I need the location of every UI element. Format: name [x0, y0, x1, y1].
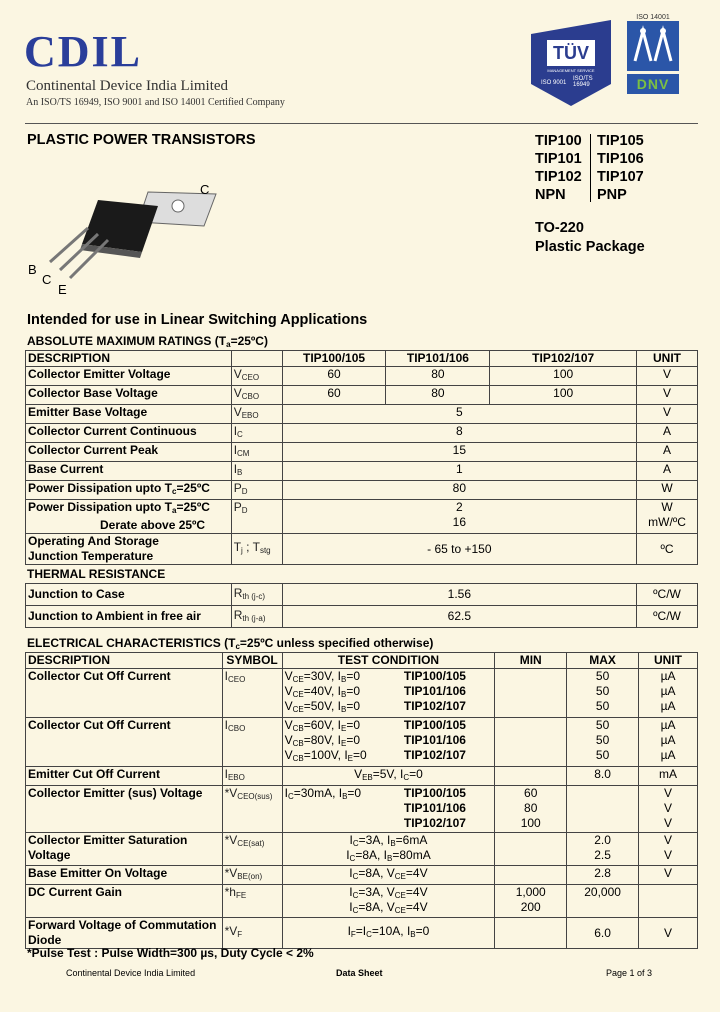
table-row: Collector Cut Off Current $I_{CBO}$ $V_{CB}=60V$, $I_E=0$ $V_{CB}=80V$, $I_E=0$ $V_{CB}=100V$, $I_E=0$ TIP100/105 TIP101/106 TIP102/107 50 50 50 µA µA µA — [26, 718, 698, 767]
elec-table — [25, 652, 698, 949]
table-row: Forward Voltage of Commutation Diode $*V_F$ $I_F=I_C=10A$, $I_B=0$ 6.0 V — [26, 918, 698, 949]
table-row: Collector Base Voltage $V_{CBO}$ 60 80 100 V — [26, 386, 698, 405]
tuv-badge: TÜV MANAGEMENT SERVICE ISO 9001 ISO/TS 16949 — [525, 14, 617, 106]
table-row: Power Dissipation upto $T_a=25ºC$ Derate above 25ºC $P_D$ 2 16 W mW/ºC — [26, 500, 698, 534]
table-row: Junction to Case $R_{th (j-c)}$ 1.56 ºC/W — [26, 584, 698, 606]
table-row: Collector Current Peak $I_{CM}$ 15 A — [26, 443, 698, 462]
company-tagline: An ISO/TS 16949, ISO 9001 and ISO 14001 Certified Company — [26, 97, 285, 108]
thermal-title: THERMAL RESISTANCE — [27, 567, 166, 581]
abs-title: ABSOLUTE MAXIMUM RATINGS $(T_a=25ºC)$ — [27, 334, 268, 349]
npn-parts: TIP100 TIP101 TIP102 NPN — [535, 133, 582, 203]
abs-ratings-table — [25, 350, 698, 565]
table-row: DESCRIPTION SYMBOL TEST CONDITION MIN MAX UNIT — [26, 653, 698, 669]
company-name: Continental Device India Limited — [26, 78, 229, 94]
footer-page: Page 1 of 3 — [606, 968, 653, 978]
thermal-table — [25, 583, 698, 628]
header-divider — [25, 123, 698, 124]
dnv-badge: ISO 14001 DNV — [627, 14, 679, 104]
package-desc: Plastic Package — [535, 239, 645, 255]
table-row: DESCRIPTION TIP100/105 TIP101/106 TIP102/107 UNIT — [26, 351, 698, 367]
table-row: Operating And Storage Junction Temperature $T_j$ ; $T_{stg}$ - 65 to +150 ºC — [26, 534, 698, 565]
table-row: DC Current Gain $*h_{FE}$ $I_C=3A$, $V_{CE}=4V$ $I_C=8A$, $V_{CE}=4V$ 1,000 200 20,000 — [26, 885, 698, 918]
table-row: Base Current $I_B$ 1 A — [26, 462, 698, 481]
package-name: TO-220 — [535, 220, 584, 236]
page-title: PLASTIC POWER TRANSISTORS — [27, 132, 256, 148]
table-row: Collector Current Continuous $I_C$ 8 A — [26, 424, 698, 443]
table-row: Collector Emitter Voltage $V_{CEO}$ 60 80 100 V — [26, 367, 698, 386]
elec-title: ELECTRICAL CHARACTERISTICS ($T_c=25ºC$ unless specified otherwise) — [27, 636, 434, 651]
table-row: Junction to Ambient in free air $R_{th (j-a)}$ 62.5 ºC/W — [26, 606, 698, 628]
table-row: Emitter Base Voltage $V_{EBO}$ 5 V — [26, 405, 698, 424]
footer-doc-type: Data Sheet — [336, 968, 383, 978]
table-row: Collector Cut Off Current $I_{CEO}$ $V_{CE}=30V$, $I_B=0$ $V_{CE}=40V$, $I_B=0$ $V_{CE}=50V$, $I_B=0$ TIP100/105 TIP101/106 TIP102/107 50 50 50 µA µA µA — [26, 669, 698, 718]
intended-use: Intended for use in Linear Switching Applications — [27, 312, 368, 328]
company-logo: CDIL — [24, 27, 143, 76]
table-row: Base Emitter On Voltage $*V_{BE(on)}$ $I_C=8A$, $V_{CE}=4V$ 2.8 V — [26, 866, 698, 885]
table-row: Collector Emitter Saturation Voltage $*V_{CE(sat)}$ $I_C=3A$, $I_B=6mA$ $I_C=8A$, $I_B=80mA$ 2.0 2.5 V V — [26, 833, 698, 866]
footer-company: Continental Device India Limited — [66, 968, 196, 978]
pnp-parts: TIP105 TIP106 TIP107 PNP — [597, 133, 644, 203]
table-row: Collector Emitter (sus) Voltage $*V_{CEO(sus)}$ $I_C=30mA$, $I_B=0$ TIP100/105 TIP101/106 TIP102/107 60 80 100 V V V — [26, 786, 698, 833]
pulse-note: *Pulse Test : Pulse Width=300 µs, Duty Cycle < 2% — [27, 946, 314, 960]
to220-package-drawing: C B C E — [28, 180, 228, 298]
parts-divider — [590, 134, 591, 202]
table-row: Emitter Cut Off Current $I_{EBO}$ $V_{EB}=5V$, $I_C=0$ 8.0 mA — [26, 767, 698, 786]
table-row: Power Dissipation upto $T_c=25ºC$ $P_D$ 80 W — [26, 481, 698, 500]
